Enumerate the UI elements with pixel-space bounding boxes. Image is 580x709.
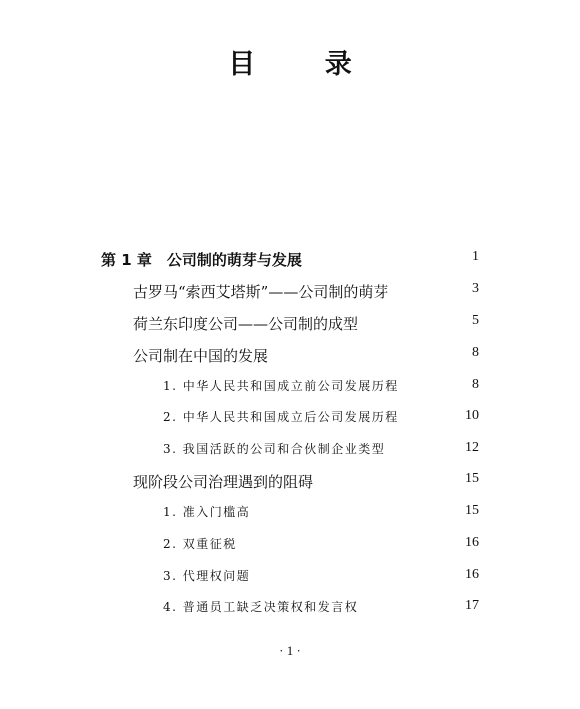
toc-entry-page: 3 <box>472 281 479 296</box>
toc-entry-label: 荷兰东印度公司——公司制的成型 <box>133 315 359 333</box>
toc-entry-subsection[interactable] <box>0 503 580 527</box>
toc-entry-subsection[interactable] <box>0 598 580 622</box>
toc-entry-subsection[interactable] <box>0 377 580 401</box>
toc-entry-label: 3. 代理权问题 <box>163 569 251 583</box>
toc-entry-label: 第 1 章 公司制的萌芽与发展 <box>101 251 302 269</box>
toc-entry-page: 12 <box>465 440 479 455</box>
toc-entry-label: 古罗马“索西艾塔斯”——公司制的萌芽 <box>133 283 389 301</box>
toc-entry-subsection[interactable] <box>0 440 580 464</box>
toc-entry-page: 10 <box>465 408 479 423</box>
toc-entry-chapter-1[interactable] <box>0 249 580 273</box>
toc-entry-label: 3. 我国活跃的公司和合伙制企业类型 <box>163 442 386 456</box>
toc-entry-page: 15 <box>465 503 479 518</box>
toc-entry-page: 8 <box>472 377 479 392</box>
toc-entry-page: 16 <box>465 535 479 550</box>
toc-entry-section[interactable] <box>0 471 580 495</box>
toc-entry-page: 15 <box>465 471 479 486</box>
toc-entry-page: 8 <box>472 345 479 360</box>
toc-entry-label: 4. 普通员工缺乏决策权和发言权 <box>163 600 359 614</box>
toc-entry-page: 5 <box>472 313 479 328</box>
toc-entry-page: 16 <box>465 567 479 582</box>
toc-entry-subsection[interactable] <box>0 567 580 591</box>
toc-entry-label: 1. 中华人民共和国成立前公司发展历程 <box>163 379 399 393</box>
page-number: · 1 · <box>279 643 301 658</box>
toc-entry-label: 2. 双重征税 <box>163 537 237 551</box>
page-title: 目 录 <box>228 49 382 80</box>
toc-entry-label: 1. 准入门槛高 <box>163 505 251 519</box>
toc-entry-section[interactable] <box>0 313 580 337</box>
toc-entry-page: 17 <box>465 598 479 613</box>
toc-entry-subsection[interactable] <box>0 408 580 432</box>
toc-entry-label: 2. 中华人民共和国成立后公司发展历程 <box>163 410 399 424</box>
toc-entry-section[interactable] <box>0 345 580 369</box>
toc-entry-page: 1 <box>472 249 479 264</box>
toc-entry-section[interactable] <box>0 281 580 305</box>
toc-entry-label: 现阶段公司治理遇到的阻碍 <box>133 473 314 491</box>
toc-entry-subsection[interactable] <box>0 535 580 559</box>
toc-entry-label: 公司制在中国的发展 <box>133 347 269 365</box>
